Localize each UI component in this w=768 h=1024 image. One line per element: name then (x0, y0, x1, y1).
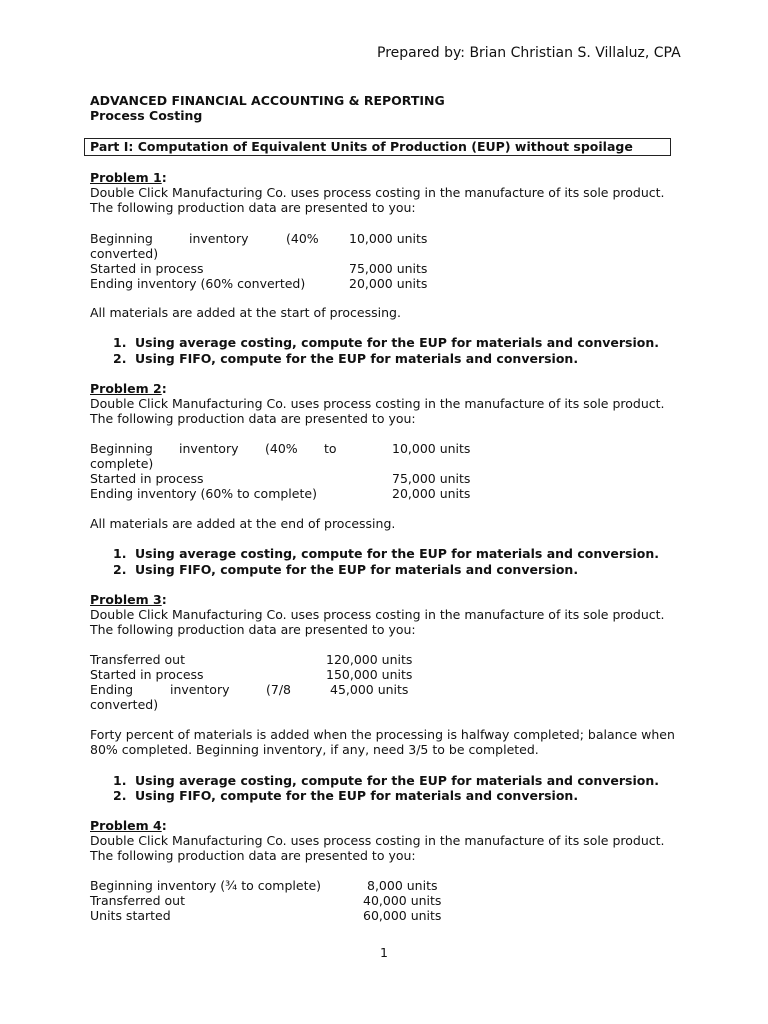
cell-text: Ending inventory (60% to complete) (90, 486, 317, 501)
page-number: 1 (380, 945, 388, 960)
part-heading: Part I: Computation of Equivalent Units of Production (EUP) without spoilage (90, 139, 633, 154)
cell-text: Ending (90, 682, 134, 697)
problem-3-note-line-2: 80% completed. Beginning inventory, if any, need 3/5 to be completed. (90, 742, 539, 757)
problem-1-question-1 (113, 335, 659, 350)
problem-2-question-1 (113, 546, 659, 561)
cell-text: (40% (265, 441, 298, 456)
problem-3-row-ending-cont: converted) (90, 697, 159, 712)
cell-text: Started in process (90, 261, 204, 276)
problem-1-label: Problem 1 (90, 170, 162, 185)
problem-3-note-line-1: Forty percent of materials is added when the processing is halfway completed; balance when (90, 727, 675, 742)
cell-value: 20,000 units (392, 486, 471, 501)
problem-2-label: Problem 2 (90, 381, 162, 396)
cell-value: 20,000 units (349, 276, 428, 291)
problem-3-colon: : (161, 592, 167, 607)
problem-1-intro-line-2: The following production data are presented to you: (90, 200, 416, 215)
problem-2-intro-line-2: The following production data are presented to you: (90, 411, 416, 426)
problem-2-colon: : (161, 381, 167, 396)
cell-value: 40,000 units (363, 893, 442, 908)
problem-2-question-2 (113, 562, 578, 577)
problem-3-question-1 (113, 773, 659, 788)
cell-text: Beginning (90, 441, 153, 456)
document-title: ADVANCED FINANCIAL ACCOUNTING & REPORTING (90, 93, 445, 108)
problem-3-heading (90, 592, 167, 607)
cell-value: 45,000 units (330, 682, 409, 697)
problem-1-intro-line-1: Double Click Manufacturing Co. uses process costing in the manufacture of its sole product. (90, 185, 665, 200)
cell-value: 75,000 units (392, 471, 471, 486)
problem-1-colon: : (161, 170, 167, 185)
cell-text: (7/8 (266, 682, 291, 697)
document-subtitle: Process Costing (90, 108, 203, 123)
cell-value: 10,000 units (349, 231, 428, 246)
problem-4-label: Problem 4 (90, 818, 162, 833)
problem-4-heading (90, 818, 167, 833)
prepared-by: Prepared by: Brian Christian S. Villaluz, CPA (377, 45, 681, 61)
cell-text: Transferred out (90, 893, 185, 908)
question-number: 2. (113, 351, 127, 366)
question-text: Using FIFO, compute for the EUP for materials and conversion. (135, 562, 579, 577)
cell-text: Started in process (90, 471, 204, 486)
problem-1-row-beginning-cont: converted) (90, 246, 159, 261)
cell-value: 75,000 units (349, 261, 428, 276)
cell-text: Units started (90, 908, 171, 923)
problem-2-row-beginning-cont: complete) (90, 456, 154, 471)
cell-text: to (324, 441, 337, 456)
cell-value: 8,000 units (367, 878, 438, 893)
question-number: 1. (113, 335, 127, 350)
cell-text: inventory (170, 682, 230, 697)
problem-3-intro-line-2: The following production data are presented to you: (90, 622, 416, 637)
question-number: 2. (113, 788, 127, 803)
problem-2-heading (90, 381, 167, 396)
problem-1-heading (90, 170, 167, 185)
cell-text: Beginning (90, 231, 153, 246)
question-number: 1. (113, 773, 127, 788)
question-text: Using average costing, compute for the EUP for materials and conversion. (135, 546, 659, 561)
cell-value: 150,000 units (326, 667, 413, 682)
cell-value: 10,000 units (392, 441, 471, 456)
cell-text: (40% (286, 231, 319, 246)
cell-text: Started in process (90, 667, 204, 682)
cell-value: 120,000 units (326, 652, 413, 667)
problem-4-colon: : (161, 818, 167, 833)
cell-text: Ending inventory (60% converted) (90, 276, 306, 291)
problem-1-note: All materials are added at the start of processing. (90, 305, 401, 320)
problem-4-intro-line-1: Double Click Manufacturing Co. uses process costing in the manufacture of its sole product. (90, 833, 665, 848)
cell-text: inventory (189, 231, 249, 246)
question-text: Using FIFO, compute for the EUP for materials and conversion. (135, 788, 579, 803)
question-text: Using average costing, compute for the EUP for materials and conversion. (135, 773, 659, 788)
problem-4-intro-line-2: The following production data are presented to you: (90, 848, 416, 863)
problem-2-note: All materials are added at the end of processing. (90, 516, 396, 531)
problem-3-question-2 (113, 788, 578, 803)
question-text: Using average costing, compute for the EUP for materials and conversion. (135, 335, 659, 350)
question-number: 2. (113, 562, 127, 577)
cell-text: Beginning inventory (¾ to complete) (90, 878, 322, 893)
problem-3-label: Problem 3 (90, 592, 162, 607)
cell-text: inventory (179, 441, 239, 456)
problem-3-intro-line-1: Double Click Manufacturing Co. uses process costing in the manufacture of its sole product. (90, 607, 665, 622)
problem-2-intro-line-1: Double Click Manufacturing Co. uses process costing in the manufacture of its sole product. (90, 396, 665, 411)
cell-value: 60,000 units (363, 908, 442, 923)
problem-1-question-2 (113, 351, 578, 366)
question-text: Using FIFO, compute for the EUP for materials and conversion. (135, 351, 579, 366)
cell-text: Transferred out (90, 652, 185, 667)
question-number: 1. (113, 546, 127, 561)
